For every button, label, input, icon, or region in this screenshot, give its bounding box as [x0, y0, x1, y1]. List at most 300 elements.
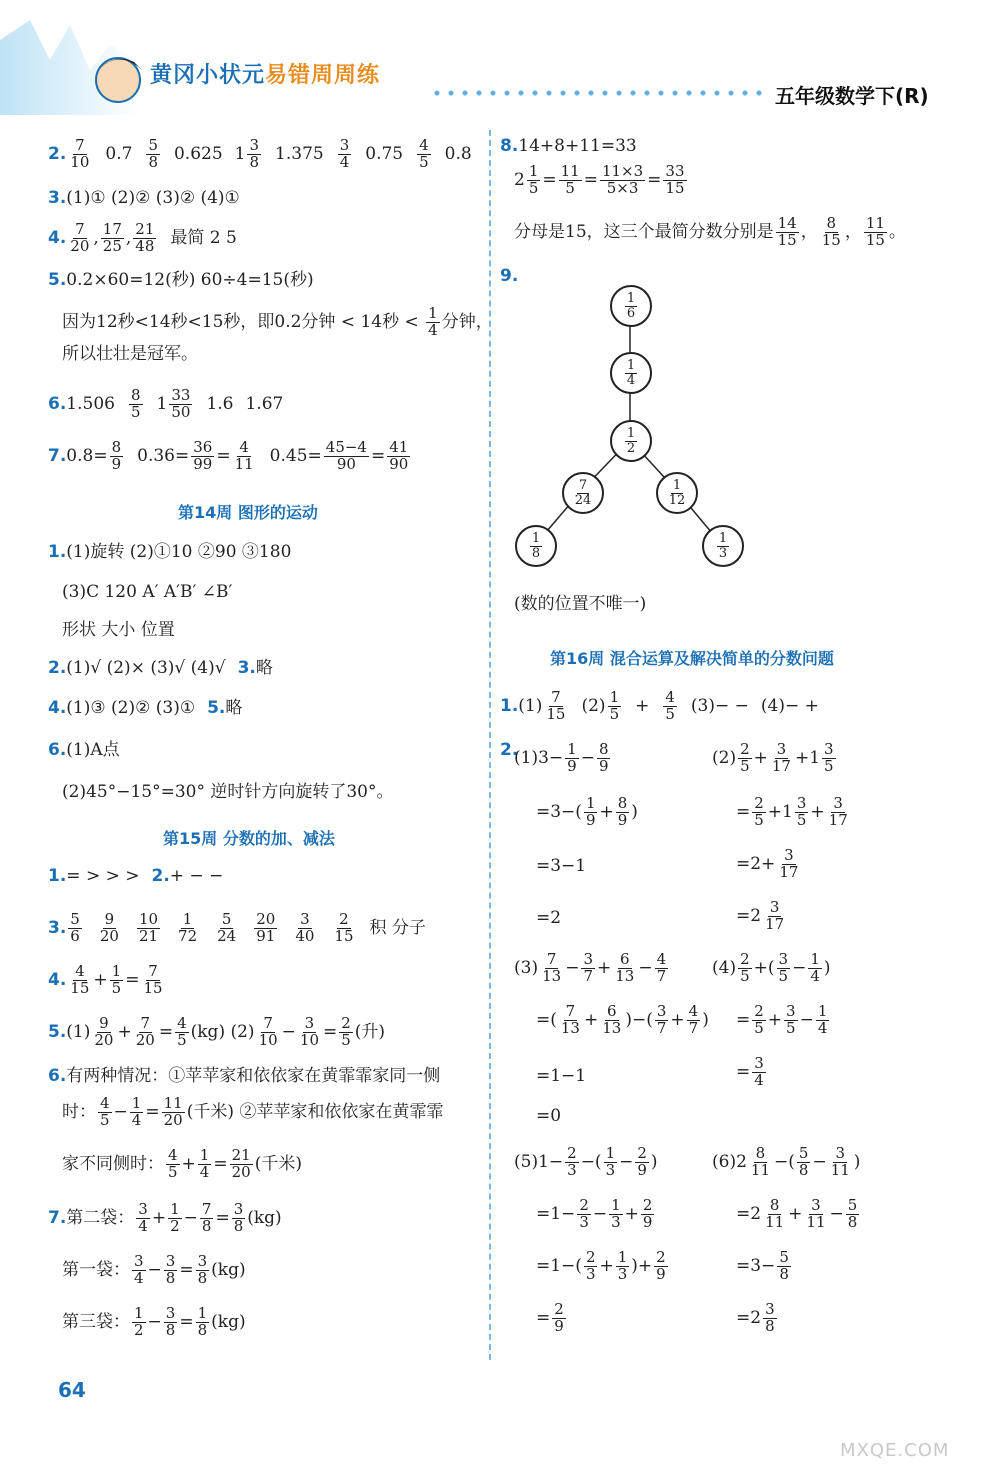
calc4-step [736, 1004, 831, 1037]
tree-node [702, 525, 744, 567]
question-number: 6. [48, 1066, 67, 1086]
text: (5)1− [514, 1151, 564, 1172]
fraction: $\frac{4}{5}$ [168, 1146, 178, 1181]
question-number: 8. [500, 136, 519, 156]
text: 所以壮壮是冠军。 [62, 344, 198, 364]
question-number: 3. [48, 917, 67, 938]
fraction: $\frac{1}{9}$ [585, 794, 596, 829]
text: + [117, 1021, 132, 1042]
q6-line [48, 388, 283, 421]
text: 0.2×60=12(秒) 60÷4=15(秒) [66, 270, 314, 290]
text: (千米) ②苹苹家和依依家在黄霏霏 [186, 1101, 444, 1122]
text: (6)2 [712, 1151, 747, 1172]
question-number: 3. [48, 188, 67, 208]
text: =1−( [536, 1255, 582, 1276]
question-number: 4. [48, 969, 67, 990]
text: +1 [794, 747, 821, 768]
fraction: $\frac{7}{15}$ [546, 688, 566, 723]
w15-q7-line2 [62, 1254, 246, 1287]
text: 家不同侧时： [62, 1153, 164, 1174]
calc3-step [536, 1068, 586, 1085]
header-dots [430, 88, 770, 98]
text: − [799, 1009, 814, 1030]
text: (3) [514, 957, 539, 978]
text: + [670, 1009, 685, 1030]
text: (1)3− [514, 747, 564, 768]
text: 0.36= [137, 445, 190, 466]
text: =( [536, 1009, 557, 1030]
fraction: $\frac{2}{5}$ [754, 1002, 764, 1037]
text: (4) [712, 957, 737, 978]
fraction: $\frac{9}{20}$ [94, 1014, 114, 1049]
fraction: $\frac{3}{7}$ [583, 950, 593, 985]
fraction: $\frac{1}{4}$ [199, 1146, 210, 1181]
fraction: $\frac{2}{3}$ [579, 1196, 589, 1231]
tree-node [610, 420, 652, 462]
fraction: $\frac{1}{4}$ [428, 304, 438, 339]
fraction: $\frac{4}{7}$ [656, 950, 667, 985]
text: − [147, 1259, 162, 1280]
question-number: 1. [48, 542, 67, 562]
fraction: $\frac{6}{13}$ [602, 1002, 622, 1037]
text: − [592, 1203, 608, 1224]
fraction: $\frac{1}{3}$ [605, 1144, 616, 1179]
text: = [158, 1021, 174, 1042]
text: ， [800, 221, 818, 242]
fraction: $\frac{3}{5}$ [786, 1002, 796, 1037]
text: (1)√ (2)× (3)√ (4)√ [66, 658, 226, 678]
text: (3)C 120 A′ A′B′ ∠B′ [62, 582, 233, 602]
question-number: 9. [500, 266, 519, 286]
text: (2)45°−15°=30° 逆时针方向旋转了30°。 [62, 782, 394, 802]
text: =3− [736, 1255, 776, 1276]
fraction: $\frac{3}{40}$ [295, 910, 315, 945]
fraction: $\frac{3}{17}$ [828, 794, 848, 829]
text: + [596, 957, 612, 978]
fraction: $\frac{9}{20}$ [99, 910, 119, 945]
w15-q5-line [48, 1016, 385, 1049]
text: ) [650, 1151, 658, 1172]
fraction: $\frac{1}{5}$ [609, 688, 620, 723]
text: 第一袋： [62, 1259, 130, 1280]
fraction: $\frac{3}{5}$ [796, 794, 807, 829]
calc6-step [736, 1302, 779, 1335]
fraction: $\frac{3}{8}$ [165, 1252, 176, 1287]
fraction: $\frac{1}{5}$ [528, 162, 539, 197]
fraction: $\frac{8}{9}$ [598, 740, 609, 775]
calc1-step [536, 858, 586, 875]
w14-q1-line3 [62, 622, 175, 639]
w15-q6-line2 [62, 1096, 443, 1129]
calc1-step [514, 742, 612, 775]
page-number: 64 [58, 1378, 86, 1402]
text: (千米) [254, 1153, 302, 1174]
fraction: $\frac{3}{5}$ [778, 950, 789, 985]
text: + [599, 1255, 614, 1276]
fraction: $\frac{21}{48}$ [135, 220, 155, 255]
text: 1.6 [206, 393, 234, 414]
text: 1.375 [275, 143, 324, 164]
fraction: $\frac{3}{8}$ [197, 1252, 208, 1287]
text: =2 [736, 1307, 762, 1328]
text: + [583, 1009, 599, 1030]
fraction: $\frac{3}{17}$ [779, 846, 799, 881]
text: − [113, 1101, 128, 1122]
text: )−( [625, 1009, 653, 1030]
fraction: $\frac{4}{5}$ [100, 1094, 110, 1129]
text: + [753, 747, 768, 768]
fraction: $\frac{2}{3}$ [585, 1248, 596, 1283]
text: (3)− − [690, 695, 749, 716]
fraction: $\frac{3}{4}$ [138, 1200, 148, 1235]
text: = [215, 1207, 230, 1228]
fraction: $\frac{3}{10}$ [299, 1014, 319, 1049]
fraction: $\frac{1}{9}$ [567, 740, 577, 775]
w14-q1-line1 [48, 544, 291, 561]
tree-node-fraction: 1 8 [531, 530, 541, 561]
q8-line2 [514, 164, 689, 197]
fraction: $\frac{45-4}{90}$ [325, 438, 367, 473]
fraction: $\frac{14}{15}$ [777, 214, 797, 249]
text: 1.506 [66, 393, 115, 414]
w14-q4-line [48, 700, 242, 717]
text: =3−( [536, 801, 582, 822]
text: ) [702, 1009, 709, 1030]
fraction: $\frac{5}{24}$ [217, 910, 237, 945]
fraction: $\frac{3}{17}$ [771, 740, 791, 775]
calc2-step [736, 848, 802, 881]
calc3-step [536, 1108, 561, 1125]
question-number: 2. [151, 866, 170, 886]
text: 有两种情况：①苹苹家和依依家在黄霏霏家同一侧 [66, 1066, 441, 1086]
w14-q1-line2 [62, 584, 232, 601]
question-number: 1. [500, 695, 519, 716]
fraction: $\frac{33}{15}$ [665, 162, 685, 197]
w14-q2-line [48, 660, 273, 677]
text: + [624, 1203, 639, 1224]
tree-node [656, 472, 698, 514]
tree-node-fraction: 1 4 [626, 357, 636, 388]
text: 0.45= [269, 445, 322, 466]
calc2-step [736, 796, 852, 829]
text: = [736, 801, 751, 822]
text: + [599, 801, 614, 822]
fraction: $\frac{1}{72}$ [178, 910, 198, 945]
q4-line [48, 222, 237, 255]
text: = [213, 1153, 228, 1174]
fraction: $\frac{1}{3}$ [611, 1196, 621, 1231]
question-number: 4. [48, 698, 67, 718]
fraction: $\frac{11}{20}$ [163, 1094, 183, 1129]
text: 第二袋： [66, 1207, 135, 1228]
q5-line3 [62, 346, 198, 363]
fraction: $\frac{3}{17}$ [765, 898, 785, 933]
fraction: $\frac{11\times 3}{5\times 3}$ [601, 162, 644, 197]
calc5-step [536, 1250, 670, 1283]
tree-node-fraction: 7 24 [574, 477, 592, 508]
w14-q6-line2 [62, 784, 394, 801]
text: =2 [736, 1203, 762, 1224]
text: (数的位置不唯一) [514, 594, 647, 614]
fraction: $\frac{3}{4}$ [754, 1054, 764, 1089]
text: ， [844, 221, 862, 242]
text: − [792, 957, 807, 978]
text: − [638, 957, 653, 978]
calc5-step [536, 1302, 568, 1335]
text: − [619, 1151, 634, 1172]
fraction: $\frac{3}{4}$ [339, 136, 350, 171]
question-number: 2. [500, 740, 519, 760]
text: 1 [156, 393, 168, 414]
calc4-step [712, 952, 831, 985]
text: = [736, 1009, 751, 1030]
watermark: MXQE.COM [840, 1440, 950, 1461]
text: − [183, 1207, 198, 1228]
text: = [583, 169, 598, 190]
text: = [145, 1101, 160, 1122]
fraction: $\frac{3}{8}$ [249, 136, 260, 171]
fraction: $\frac{1}{2}$ [170, 1200, 180, 1235]
text: − [281, 1021, 296, 1042]
text: 2 [514, 169, 525, 190]
text: (kg) [211, 1311, 246, 1332]
w16-q1-line [500, 690, 819, 723]
tree-node-fraction: 1 6 [626, 290, 636, 321]
text: =2+ [736, 853, 776, 874]
text: (升) [354, 1021, 386, 1042]
w15-q4-line [48, 964, 167, 997]
fraction: $\frac{1}{5}$ [111, 962, 122, 997]
fraction: $\frac{3}{8}$ [233, 1200, 244, 1235]
fraction: $\frac{7}{10}$ [70, 136, 90, 171]
text: =2 [736, 905, 762, 926]
q5-line2 [62, 306, 493, 339]
fraction: $\frac{4}{15}$ [70, 962, 90, 997]
fraction: $\frac{21}{20}$ [231, 1146, 251, 1181]
fraction: $\frac{10}{21}$ [138, 910, 159, 945]
question-number: 7. [48, 445, 67, 466]
w15-q3-line [48, 912, 426, 945]
text: − [829, 1203, 844, 1224]
calc6-step [736, 1198, 861, 1231]
fraction: $\frac{36}{99}$ [193, 438, 213, 473]
q3-line [48, 190, 240, 207]
section-title-week14: 第14周 图形的运动 [178, 503, 318, 522]
text: + [810, 801, 825, 822]
text: )+ [631, 1255, 653, 1276]
text: , [93, 227, 99, 248]
tree-node-fraction: 1 3 [718, 530, 728, 561]
fraction: $\frac{5}{8}$ [148, 136, 158, 171]
text: =3−1 [536, 856, 587, 876]
fraction: $\frac{7}{15}$ [143, 962, 163, 997]
text: −( [580, 1151, 602, 1172]
fraction: $\frac{7}{20}$ [135, 1014, 155, 1049]
fraction: $\frac{3}{8}$ [165, 1304, 176, 1339]
fraction: $\frac{8}{11}$ [750, 1144, 770, 1179]
w15-q7-line1 [48, 1202, 282, 1235]
grade-label: 五年级数学下(R) [775, 84, 929, 108]
calc1-step [536, 910, 561, 927]
fraction: $\frac{8}{9}$ [617, 794, 628, 829]
calc5-step [514, 1146, 658, 1179]
calc2-step [712, 742, 838, 775]
question-number: 2. [48, 143, 67, 164]
fraction: $\frac{2}{9}$ [554, 1300, 564, 1335]
q5-line1 [48, 272, 314, 289]
text: = [370, 445, 386, 466]
fraction: $\frac{4}{5}$ [665, 688, 675, 723]
fraction: $\frac{5}{8}$ [798, 1144, 809, 1179]
text: + [635, 695, 650, 716]
question-number: 4. [48, 227, 67, 248]
text: 分钟， [441, 311, 493, 332]
text: 分母是15，这三个最简分数分别是 [514, 221, 774, 242]
q7-line [48, 440, 412, 473]
text: 0.7 [105, 143, 133, 164]
text: 0.8= [66, 445, 108, 466]
fraction: $\frac{2}{9}$ [642, 1196, 653, 1231]
calc1-step [536, 796, 638, 829]
question-number: 5. [48, 270, 67, 290]
fraction: $\frac{3}{4}$ [134, 1252, 144, 1287]
text: −( [774, 1151, 795, 1172]
text: 1 [234, 143, 246, 164]
fraction: $\frac{7}{13}$ [560, 1002, 580, 1037]
fraction: $\frac{5}{8}$ [779, 1248, 789, 1283]
text: 时： [62, 1101, 96, 1122]
text: (kg) [247, 1207, 282, 1228]
fraction: $\frac{2}{9}$ [637, 1144, 647, 1179]
text: 因为12秒<14秒<15秒，即0.2分钟 < 14秒 < [62, 311, 425, 332]
text: = [542, 169, 557, 190]
fraction: $\frac{3}{8}$ [765, 1300, 775, 1335]
series-title: 黄冈小状元易错周周练 [150, 63, 381, 88]
section-title-week15: 第15周 分数的加、减法 [163, 829, 335, 848]
text: (1) [66, 1021, 91, 1042]
fraction: $\frac{7}{20}$ [70, 220, 90, 255]
fraction: $\frac{1}{4}$ [810, 950, 820, 985]
fraction: $\frac{2}{5}$ [341, 1014, 351, 1049]
question-number: 7. [48, 1207, 67, 1228]
text: − [147, 1311, 162, 1332]
text: ) [631, 801, 638, 822]
fraction: $\frac{3}{11}$ [806, 1196, 826, 1231]
question-number: 5. [207, 698, 226, 718]
q8-line3 [514, 216, 906, 249]
text: 1.67 [245, 393, 284, 414]
fraction: $\frac{2}{5}$ [754, 794, 764, 829]
fraction: $\frac{8}{5}$ [130, 386, 141, 421]
question-number: 5. [48, 1021, 67, 1042]
calc6-step [736, 1250, 793, 1283]
fraction: $\frac{41}{90}$ [389, 438, 409, 473]
fraction: $\frac{4}{5}$ [177, 1014, 187, 1049]
fraction: $\frac{2}{3}$ [567, 1144, 577, 1179]
fraction: $\frac{4}{5}$ [419, 136, 429, 171]
text: 积 分子 [369, 917, 426, 938]
text: = [125, 969, 140, 990]
fraction: $\frac{1}{8}$ [197, 1304, 208, 1339]
fraction: $\frac{4}{11}$ [234, 438, 254, 473]
question-number: 1. [48, 866, 67, 886]
text: 第三袋： [62, 1311, 130, 1332]
text: 0.75 [365, 143, 404, 164]
text: 0.625 [173, 143, 223, 164]
text: 0.8 [444, 143, 472, 164]
text: +1 [767, 801, 793, 822]
text: (1)③ (2)② (3)① [66, 698, 196, 718]
fraction: $\frac{7}{13}$ [542, 950, 562, 985]
text: − [812, 1151, 827, 1172]
calc3-step [514, 952, 670, 985]
w15-q6-line3 [62, 1148, 302, 1181]
tree-node-fraction: 1 2 [626, 425, 636, 456]
fraction: $\frac{2}{5}$ [740, 950, 750, 985]
tree-node [562, 472, 604, 514]
text: = [647, 169, 662, 190]
fraction: $\frac{3}{7}$ [656, 1002, 667, 1037]
text: =1− [536, 1203, 576, 1224]
text: = > > > [66, 866, 140, 886]
text: (1)A点 [66, 740, 120, 760]
question-number: 6. [48, 740, 67, 760]
text: + [788, 1203, 803, 1224]
text: (1)旋转 (2)①10 ②90 ③180 [66, 542, 292, 562]
text: 14+8+11=33 [518, 136, 637, 156]
text: (4)− + [760, 695, 819, 716]
text: =0 [536, 1106, 562, 1126]
fraction: $\frac{11}{15}$ [865, 214, 885, 249]
text: ) [853, 1151, 861, 1172]
calc6-step [712, 1146, 860, 1179]
fraction: $\frac{3}{5}$ [824, 740, 834, 775]
fraction: $\frac{17}{25}$ [102, 220, 122, 255]
text: 最简 2 5 [170, 227, 237, 248]
fraction: $\frac{7}{8}$ [201, 1200, 212, 1235]
text: − [565, 957, 580, 978]
fraction: $\frac{6}{13}$ [615, 950, 635, 985]
text: − [580, 747, 595, 768]
fraction: $\frac{2}{15}$ [334, 910, 354, 945]
text: + [151, 1207, 167, 1228]
section-title-week16: 第16周 混合运算及解决简单的分数问题 [550, 649, 834, 668]
fraction: $\frac{4}{7}$ [688, 1002, 699, 1037]
fraction: $\frac{8}{15}$ [821, 214, 841, 249]
fraction: $\frac{8}{11}$ [765, 1196, 785, 1231]
fraction: $\frac{11}{5}$ [560, 162, 580, 197]
question-number: 6. [48, 393, 67, 414]
calc4-step [736, 1056, 768, 1089]
tree-node [515, 525, 557, 567]
text: 略 [255, 658, 273, 678]
text: = [323, 1021, 338, 1042]
text: = [736, 1061, 751, 1082]
text: =1−1 [536, 1066, 587, 1086]
fraction: $\frac{20}{91}$ [256, 910, 276, 945]
text: + [181, 1153, 196, 1174]
text: 形状 大小 位置 [62, 620, 175, 640]
question-number: 2. [48, 658, 67, 678]
fraction: $\frac{5}{6}$ [70, 910, 80, 945]
text: (kg) [211, 1259, 246, 1280]
fraction: $\frac{1}{4}$ [131, 1094, 142, 1129]
calc5-step [536, 1198, 656, 1231]
text: =2 [536, 908, 562, 928]
fraction: $\frac{1}{3}$ [617, 1248, 628, 1283]
fraction: $\frac{33}{50}$ [171, 386, 191, 421]
text: = [179, 1311, 194, 1332]
